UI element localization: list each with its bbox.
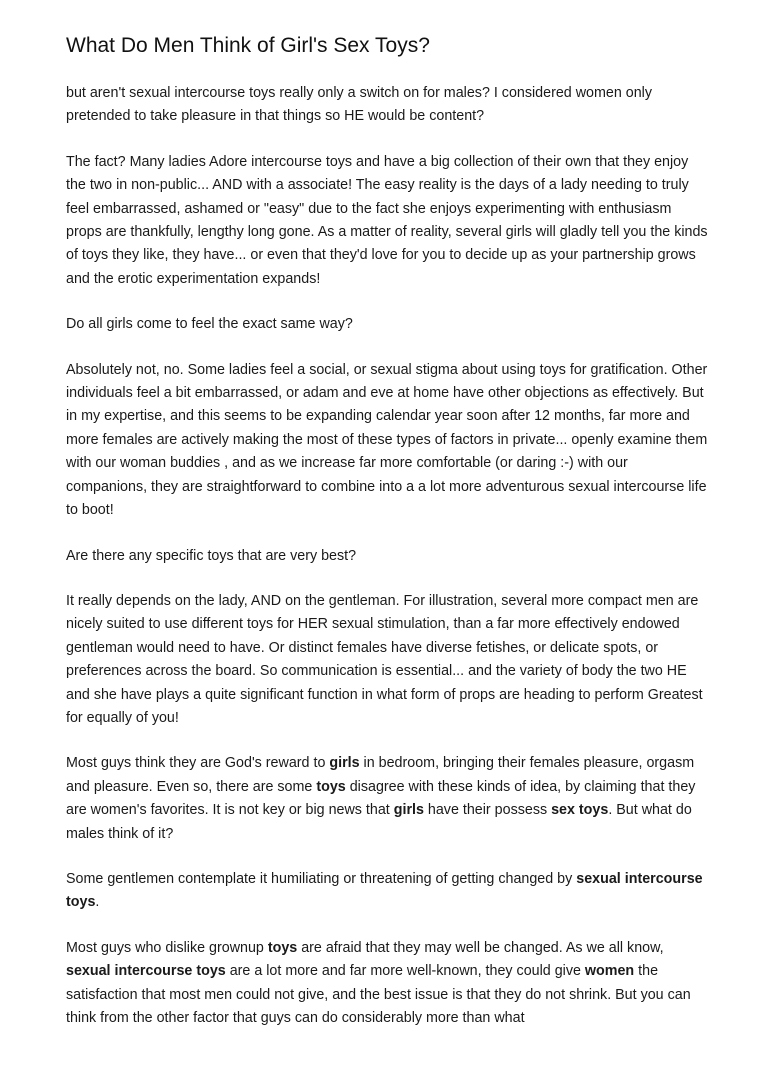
paragraph-8-text-2: . — [95, 894, 100, 911]
keyword-sexual-intercourse-toys: sexual intercourse toys — [66, 870, 703, 911]
keyword-women: women — [584, 963, 635, 980]
paragraph-8 — [66, 868, 708, 915]
paragraph-7 — [66, 752, 708, 846]
paragraph-4: Absolutely not, no. Some ladies feel a social, or sexual stigma about using toys for gratification. Other individuals feel a bit embarrassed, or adam and eve at home have other objections as effectively. But in my expertise, and this seems to be expanding calendar year soon after 12 months, far more and more females are actively making the most of these types of factors in private... openly examine them with our woman buddies , and as we increase far more comfortable (or daring :-) with our companions, they are straightforward to combine into a a lot more adventurous sexual intercourse life to boot! — [66, 361, 708, 519]
keyword-toys-2: toys — [267, 939, 298, 956]
keyword-toys: toys — [316, 778, 346, 795]
paragraph-9-text-3: are a lot more and far more well-known, they could give — [225, 963, 585, 980]
paragraph-7-text-5: . But what do males think of it? — [66, 802, 692, 842]
paragraph-7-text-4: have their possess — [423, 802, 552, 819]
paragraph-3: Do all girls come to feel the exact same way? — [66, 316, 353, 333]
keyword-girls-2: girls — [393, 802, 424, 819]
paragraph-9-text-2: are afraid that they may well be changed. As we all know, — [297, 939, 664, 956]
paragraph-7-text-1: Most guys think they are God's reward to — [66, 755, 330, 772]
paragraph-9-text-4: the satisfaction that most men could not give, and the best issue is that they do not shrink. But you can think from the other factor that guys can do considerably more than what — [66, 963, 691, 1026]
paragraph-7-text-2: in bedroom, bringing their females pleasure, orgasm and pleasure. Even so, there are some — [66, 755, 695, 795]
paragraph-9-text-1: Most guys who dislike grownup — [66, 939, 268, 956]
paragraph-1: but aren't sexual intercourse toys really only a switch on for males? I considered women only pretended to take pleasure in that things so HE would be content? — [66, 85, 653, 125]
paragraph-5: Are there any specific toys that are very best? — [66, 547, 357, 564]
document-title: What Do Men Think of Girl's Sex Toys? — [66, 34, 430, 57]
paragraph-2: The fact? Many ladies Adore intercourse toys and have a big collection of their own that they enjoy the two in non-public... AND with a associate! The easy reality is the days of a lady needing to truly feel embarrassed, ashamed or "easy" due to the fact she enjoys experimenting with enthusiasm props are thankfully, lengthy long gone. As a matter of reality, several girls will gladly tell you the kinds of toys they like, they have... or even that they'd love for you to decide up as your partnership grows and the erotic experimentation expands! — [66, 153, 708, 287]
keyword-girls: girls — [329, 755, 360, 772]
paragraph-6: It really depends on the lady, AND on the gentleman. For illustration, several more compact men are nicely suited to use different toys for HER sexual stimulation, than a far more effectively endowed gentleman would need to have. Or distinct females have diverse fetishes, or delicate spots, or preferences across the board. So communication is essential... and the variety of body the two HE and she have plays a quite significant function in what form of props are heading to perform Greatest for equally of you! — [66, 592, 703, 726]
paragraph-8-text-1: Some gentlemen contemplate it humiliating or threatening of getting changed by — [66, 870, 577, 887]
keyword-sexual-intercourse-toys-2: sexual intercourse toys — [66, 963, 226, 980]
keyword-sex-toys: sex toys — [551, 802, 609, 819]
paragraph-9 — [66, 937, 708, 1031]
paragraph-7-text-3: disagree with these kinds of idea, by claiming that they are women's favorites. It is not key or big news that — [66, 778, 696, 819]
